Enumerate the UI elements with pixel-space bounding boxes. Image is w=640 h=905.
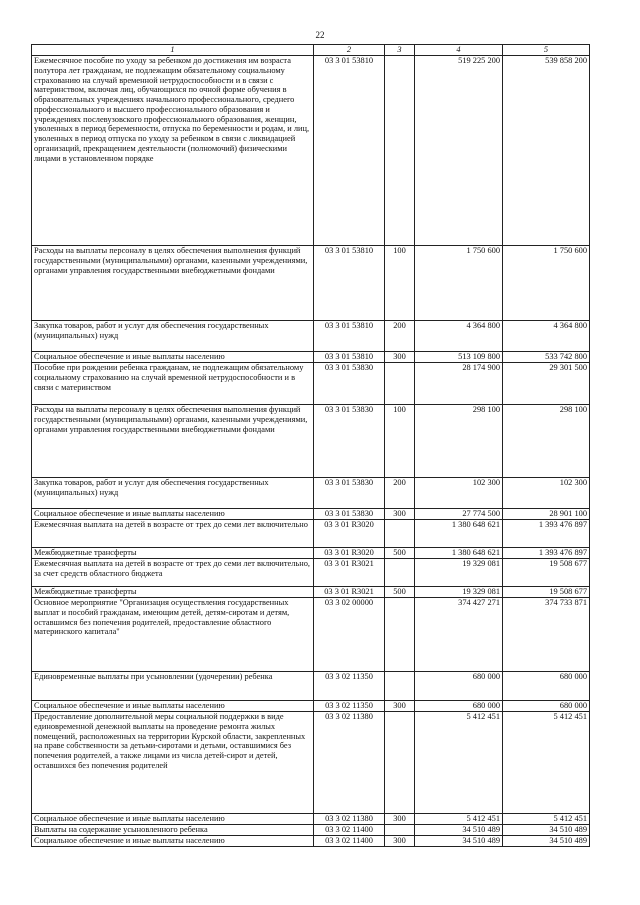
amount-year-2: 374 733 871 (503, 598, 590, 672)
table-row (32, 405, 590, 478)
row-name: Социальное обеспечение и иные выплаты населению (32, 509, 314, 520)
expense-type-code (385, 363, 415, 405)
target-article-code: 03 3 01 R3021 (314, 559, 385, 587)
target-article-code: 03 3 01 53810 (314, 321, 385, 352)
expense-type-code: 100 (385, 246, 415, 321)
amount-year-1: 19 329 081 (415, 559, 503, 587)
target-article-code: 03 3 01 R3020 (314, 520, 385, 548)
expense-type-code: 500 (385, 587, 415, 598)
table-row (32, 352, 590, 363)
amount-year-2: 34 510 489 (503, 836, 590, 847)
amount-year-2: 28 901 100 (503, 509, 590, 520)
table-row (32, 520, 590, 548)
row-name: Социальное обеспечение и иные выплаты населению (32, 352, 314, 363)
row-name: Ежемесячная выплата на детей в возрасте от трех до семи лет включительно, за счет средств областного бюджета (32, 559, 314, 587)
table-row (32, 363, 590, 405)
table-row (32, 836, 590, 847)
row-name: Пособие при рождении ребенка гражданам, не подлежащим обязательному социальному страхованию на случай временной нетрудоспособности и в связи с материнством (32, 363, 314, 405)
target-article-code: 03 3 02 11400 (314, 836, 385, 847)
amount-year-2: 680 000 (503, 701, 590, 712)
expense-type-code: 200 (385, 321, 415, 352)
amount-year-2: 4 364 800 (503, 321, 590, 352)
amount-year-1: 28 174 900 (415, 363, 503, 405)
row-name: Ежемесячное пособие по уходу за ребенком до достижения им возраста полутора лет гражданам, не подлежащим обязательному социальному страхованию на случай временной нетрудоспособности и в связи с материнством, включая лиц, обучающихся по очной форме обучения в образовательных учреждениях начального профессионального, среднего профессионального и высшего профессионального образования и учреждениях послевузовского профессионального образования, женщин, уволенных в период беременности, отпуска по беременности и родам, и лиц, уволенных в период отпуска по уходу за ребенком в связи с ликвидацией организаций, прекращением деятельности (полномочий) физическими лицами в установленном порядке (32, 56, 314, 246)
column-number: 2 (314, 45, 385, 56)
target-article-code: 03 3 01 53810 (314, 352, 385, 363)
amount-year-1: 298 100 (415, 405, 503, 478)
row-name: Закупка товаров, работ и услуг для обеспечения государственных (муниципальных) нужд (32, 321, 314, 352)
row-name: Закупка товаров, работ и услуг для обеспечения государственных (муниципальных) нужд (32, 478, 314, 509)
amount-year-1: 680 000 (415, 672, 503, 701)
row-name: Выплаты на содержание усыновленного ребенка (32, 825, 314, 836)
expense-type-code (385, 520, 415, 548)
column-number: 3 (385, 45, 415, 56)
row-name: Единовременные выплаты при усыновлении (удочерении) ребенка (32, 672, 314, 701)
amount-year-2: 1 750 600 (503, 246, 590, 321)
target-article-code: 03 3 02 11400 (314, 825, 385, 836)
target-article-code: 03 3 01 R3021 (314, 587, 385, 598)
expense-type-code (385, 672, 415, 701)
expense-type-code: 300 (385, 509, 415, 520)
amount-year-1: 5 412 451 (415, 814, 503, 825)
amount-year-2: 5 412 451 (503, 712, 590, 814)
amount-year-1: 513 109 800 (415, 352, 503, 363)
target-article-code: 03 3 02 00000 (314, 598, 385, 672)
amount-year-1: 19 329 081 (415, 587, 503, 598)
table-row (32, 672, 590, 701)
row-name: Основное мероприятие "Организация осуществления государственных выплат и пособий гражданам, имеющим детей, детям-сиротам и детям, оставшимся без попечения родителей, предоставление областного материнского капитала" (32, 598, 314, 672)
amount-year-1: 27 774 500 (415, 509, 503, 520)
amount-year-2: 34 510 489 (503, 825, 590, 836)
amount-year-2: 102 300 (503, 478, 590, 509)
budget-table (31, 44, 590, 847)
table-row (32, 598, 590, 672)
amount-year-2: 19 508 677 (503, 587, 590, 598)
row-name: Межбюджетные трансферты (32, 587, 314, 598)
expense-type-code: 200 (385, 478, 415, 509)
expense-type-code (385, 598, 415, 672)
amount-year-1: 34 510 489 (415, 836, 503, 847)
expense-type-code (385, 712, 415, 814)
amount-year-2: 539 858 200 (503, 56, 590, 246)
row-name: Расходы на выплаты персоналу в целях обеспечения выполнения функций государственными (муниципальными) органами, казенными учреждениями, органами управления государственными внебюджетными фондами (32, 246, 314, 321)
expense-type-code: 300 (385, 814, 415, 825)
row-name: Расходы на выплаты персоналу в целях обеспечения выполнения функций государственными (муниципальными) органами, казенными учреждениями, органами управления государственными внебюджетными фондами (32, 405, 314, 478)
table-row (32, 56, 590, 246)
table-row (32, 712, 590, 814)
table-row (32, 701, 590, 712)
amount-year-1: 1 750 600 (415, 246, 503, 321)
amount-year-1: 102 300 (415, 478, 503, 509)
amount-year-2: 1 393 476 897 (503, 520, 590, 548)
target-article-code: 03 3 01 R3020 (314, 548, 385, 559)
amount-year-1: 1 380 648 621 (415, 520, 503, 548)
row-name: Межбюджетные трансферты (32, 548, 314, 559)
page-number: 22 (315, 30, 325, 40)
expense-type-code (385, 825, 415, 836)
column-number-row (32, 45, 590, 56)
target-article-code: 03 3 02 11350 (314, 672, 385, 701)
target-article-code: 03 3 01 53810 (314, 56, 385, 246)
expense-type-code: 300 (385, 352, 415, 363)
amount-year-2: 5 412 451 (503, 814, 590, 825)
amount-year-1: 374 427 271 (415, 598, 503, 672)
column-number: 5 (503, 45, 590, 56)
row-name: Предоставление дополнительной меры социальной поддержки в виде единовременной денежной выплаты на проведение ремонта жилых помещений, расположенных на территории Курской области, закрепленных на праве собственности за детьми-сиротами и детьми, оставшимися без попечения родителей, а также лицами из числа детей-сирот и детей, оставшихся без попечения родителей (32, 712, 314, 814)
expense-type-code (385, 559, 415, 587)
row-name: Социальное обеспечение и иные выплаты населению (32, 814, 314, 825)
target-article-code: 03 3 01 53830 (314, 405, 385, 478)
expense-type-code: 100 (385, 405, 415, 478)
column-number: 1 (32, 45, 314, 56)
target-article-code: 03 3 02 11380 (314, 712, 385, 814)
table-row (32, 587, 590, 598)
table-row (32, 814, 590, 825)
table-row (32, 509, 590, 520)
target-article-code: 03 3 01 53830 (314, 363, 385, 405)
target-article-code: 03 3 02 11380 (314, 814, 385, 825)
table-row (32, 548, 590, 559)
row-name: Социальное обеспечение и иные выплаты населению (32, 701, 314, 712)
amount-year-1: 4 364 800 (415, 321, 503, 352)
target-article-code: 03 3 01 53810 (314, 246, 385, 321)
expense-type-code: 500 (385, 548, 415, 559)
table-row (32, 321, 590, 352)
amount-year-2: 298 100 (503, 405, 590, 478)
expense-type-code: 300 (385, 836, 415, 847)
expense-type-code (385, 56, 415, 246)
amount-year-1: 5 412 451 (415, 712, 503, 814)
target-article-code: 03 3 01 53830 (314, 478, 385, 509)
amount-year-2: 680 000 (503, 672, 590, 701)
target-article-code: 03 3 02 11350 (314, 701, 385, 712)
table-row (32, 825, 590, 836)
amount-year-2: 533 742 800 (503, 352, 590, 363)
amount-year-1: 34 510 489 (415, 825, 503, 836)
amount-year-1: 519 225 200 (415, 56, 503, 246)
amount-year-1: 680 000 (415, 701, 503, 712)
amount-year-2: 19 508 677 (503, 559, 590, 587)
amount-year-2: 29 301 500 (503, 363, 590, 405)
expense-type-code: 300 (385, 701, 415, 712)
table-row (32, 478, 590, 509)
row-name: Социальное обеспечение и иные выплаты населению (32, 836, 314, 847)
column-number: 4 (415, 45, 503, 56)
target-article-code: 03 3 01 53830 (314, 509, 385, 520)
amount-year-1: 1 380 648 621 (415, 548, 503, 559)
row-name: Ежемесячная выплата на детей в возрасте от трех до семи лет включительно (32, 520, 314, 548)
amount-year-2: 1 393 476 897 (503, 548, 590, 559)
table-row (32, 246, 590, 321)
table-row (32, 559, 590, 587)
